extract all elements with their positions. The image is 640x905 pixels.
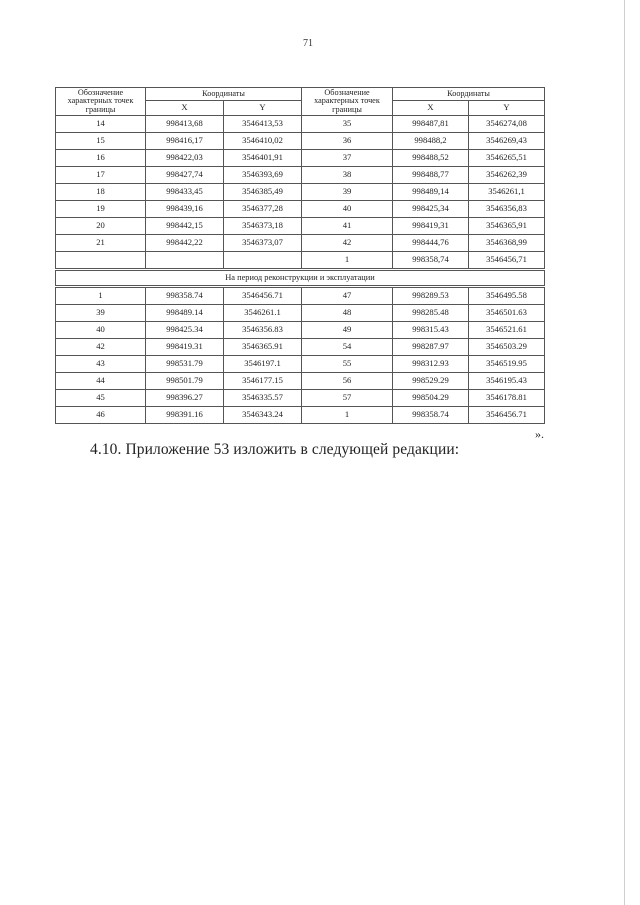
right-x: 998312.93 (393, 356, 469, 373)
left-y: 3546261.1 (224, 305, 302, 322)
right-x: 998425,34 (393, 201, 469, 218)
table-row (56, 390, 545, 407)
left-y: 3546365.91 (224, 339, 302, 356)
right-x: 998488,2 (393, 133, 469, 150)
right-x: 998488,52 (393, 150, 469, 167)
right-point: 41 (302, 218, 393, 235)
left-y: 3546456.71 (224, 287, 302, 305)
left-y: 3546393,69 (224, 167, 302, 184)
right-point: 37 (302, 150, 393, 167)
table-row (56, 218, 545, 235)
table-row (56, 322, 545, 339)
table-row (56, 150, 545, 167)
left-point: 46 (56, 407, 146, 424)
left-x: 998396.27 (146, 390, 224, 407)
left-point: 44 (56, 373, 146, 390)
right-x: 998289.53 (393, 287, 469, 305)
right-point: 38 (302, 167, 393, 184)
left-y: 3546177.15 (224, 373, 302, 390)
right-point: 48 (302, 305, 393, 322)
right-point: 56 (302, 373, 393, 390)
left-x: 998427,74 (146, 167, 224, 184)
right-point: 1 (302, 407, 393, 424)
page-number: 71 (303, 38, 313, 49)
left-x: 998358.74 (146, 287, 224, 305)
table-row (56, 339, 545, 356)
right-point: 55 (302, 356, 393, 373)
table-row (56, 305, 545, 322)
coordinates-table (55, 87, 545, 424)
left-designation-header: Обозначение характерных точек границы (56, 88, 146, 116)
left-point: 39 (56, 305, 146, 322)
right-x: 998487,81 (393, 116, 469, 133)
left-point: 21 (56, 235, 146, 252)
right-y: 3546503.29 (469, 339, 545, 356)
left-coordinates-header: Координаты (146, 88, 302, 101)
left-x (146, 252, 224, 270)
left-y (224, 252, 302, 270)
left-point (56, 252, 146, 270)
left-x: 998439,16 (146, 201, 224, 218)
left-y-header: Y (224, 101, 302, 116)
table-row (56, 116, 545, 133)
right-point: 40 (302, 201, 393, 218)
right-y: 3546501.63 (469, 305, 545, 322)
left-x: 998489.14 (146, 305, 224, 322)
right-y: 3546262,39 (469, 167, 545, 184)
right-point: 47 (302, 287, 393, 305)
right-y: 3546178.81 (469, 390, 545, 407)
left-x: 998416,17 (146, 133, 224, 150)
table-header-row (56, 88, 545, 101)
right-x: 998488,77 (393, 167, 469, 184)
right-point: 42 (302, 235, 393, 252)
right-y: 3546261,1 (469, 184, 545, 201)
right-y: 3546195.43 (469, 373, 545, 390)
left-x: 998531.79 (146, 356, 224, 373)
left-point: 15 (56, 133, 146, 150)
right-y: 3546456,71 (469, 252, 545, 270)
left-y: 3546410,02 (224, 133, 302, 150)
left-y: 3546377,28 (224, 201, 302, 218)
left-point: 17 (56, 167, 146, 184)
table-row (56, 287, 545, 305)
right-y: 3546456.71 (469, 407, 545, 424)
closing-quote: ». (535, 427, 544, 441)
right-y: 3546521.61 (469, 322, 545, 339)
right-x: 998315.43 (393, 322, 469, 339)
left-y: 3546373,07 (224, 235, 302, 252)
right-point: 39 (302, 184, 393, 201)
right-y: 3546356,83 (469, 201, 545, 218)
right-x: 998489,14 (393, 184, 469, 201)
left-point: 16 (56, 150, 146, 167)
left-y: 3546197.1 (224, 356, 302, 373)
left-point: 18 (56, 184, 146, 201)
left-y: 3546401,91 (224, 150, 302, 167)
page-edge-line (624, 0, 625, 905)
right-y: 3546265,51 (469, 150, 545, 167)
right-y: 3546368,99 (469, 235, 545, 252)
right-designation-header: Обозначение характерных точек границы (302, 88, 393, 116)
left-point: 42 (56, 339, 146, 356)
left-point: 14 (56, 116, 146, 133)
right-x: 998285.48 (393, 305, 469, 322)
amendment-paragraph: 4.10. Приложение 53 изложить в следующей редакции: (90, 441, 460, 458)
right-x: 998504.29 (393, 390, 469, 407)
right-y-header: Y (469, 101, 545, 116)
left-x: 998442,22 (146, 235, 224, 252)
left-y: 3546335.57 (224, 390, 302, 407)
coordinates-table-wrapper (55, 87, 544, 424)
left-x: 998433,45 (146, 184, 224, 201)
left-x: 998501.79 (146, 373, 224, 390)
right-point: 57 (302, 390, 393, 407)
table-row (56, 407, 545, 424)
left-y: 3546343.24 (224, 407, 302, 424)
left-x: 998413,68 (146, 116, 224, 133)
right-x-header: X (393, 101, 469, 116)
left-x: 998422,03 (146, 150, 224, 167)
right-x: 998287.97 (393, 339, 469, 356)
left-point: 20 (56, 218, 146, 235)
left-x: 998442,15 (146, 218, 224, 235)
table-row (56, 373, 545, 390)
left-x: 998391.16 (146, 407, 224, 424)
table-row (56, 167, 545, 184)
right-point: 35 (302, 116, 393, 133)
left-x: 998419.31 (146, 339, 224, 356)
right-x: 998419,31 (393, 218, 469, 235)
right-point: 54 (302, 339, 393, 356)
left-y: 3546385,49 (224, 184, 302, 201)
section-title: На период реконструкции и эксплуатации (56, 270, 545, 287)
left-point: 45 (56, 390, 146, 407)
right-x: 998444,76 (393, 235, 469, 252)
table-row (56, 252, 545, 270)
left-y: 3546413,53 (224, 116, 302, 133)
left-x: 998425.34 (146, 322, 224, 339)
right-point: 36 (302, 133, 393, 150)
right-x: 998358,74 (393, 252, 469, 270)
left-point: 43 (56, 356, 146, 373)
section-row (56, 270, 545, 287)
table-row (56, 356, 545, 373)
right-point: 49 (302, 322, 393, 339)
right-point: 1 (302, 252, 393, 270)
right-x: 998529.29 (393, 373, 469, 390)
right-y: 3546269,43 (469, 133, 545, 150)
left-x-header: X (146, 101, 224, 116)
table-row (56, 133, 545, 150)
left-y: 3546373,18 (224, 218, 302, 235)
right-x: 998358.74 (393, 407, 469, 424)
right-coordinates-header: Координаты (393, 88, 545, 101)
left-point: 19 (56, 201, 146, 218)
table-row (56, 184, 545, 201)
table-row (56, 235, 545, 252)
left-point: 1 (56, 287, 146, 305)
right-y: 3546274,08 (469, 116, 545, 133)
table-row (56, 201, 545, 218)
right-y: 3546519.95 (469, 356, 545, 373)
right-y: 3546495.58 (469, 287, 545, 305)
left-y: 3546356.83 (224, 322, 302, 339)
right-y: 3546365,91 (469, 218, 545, 235)
left-point: 40 (56, 322, 146, 339)
